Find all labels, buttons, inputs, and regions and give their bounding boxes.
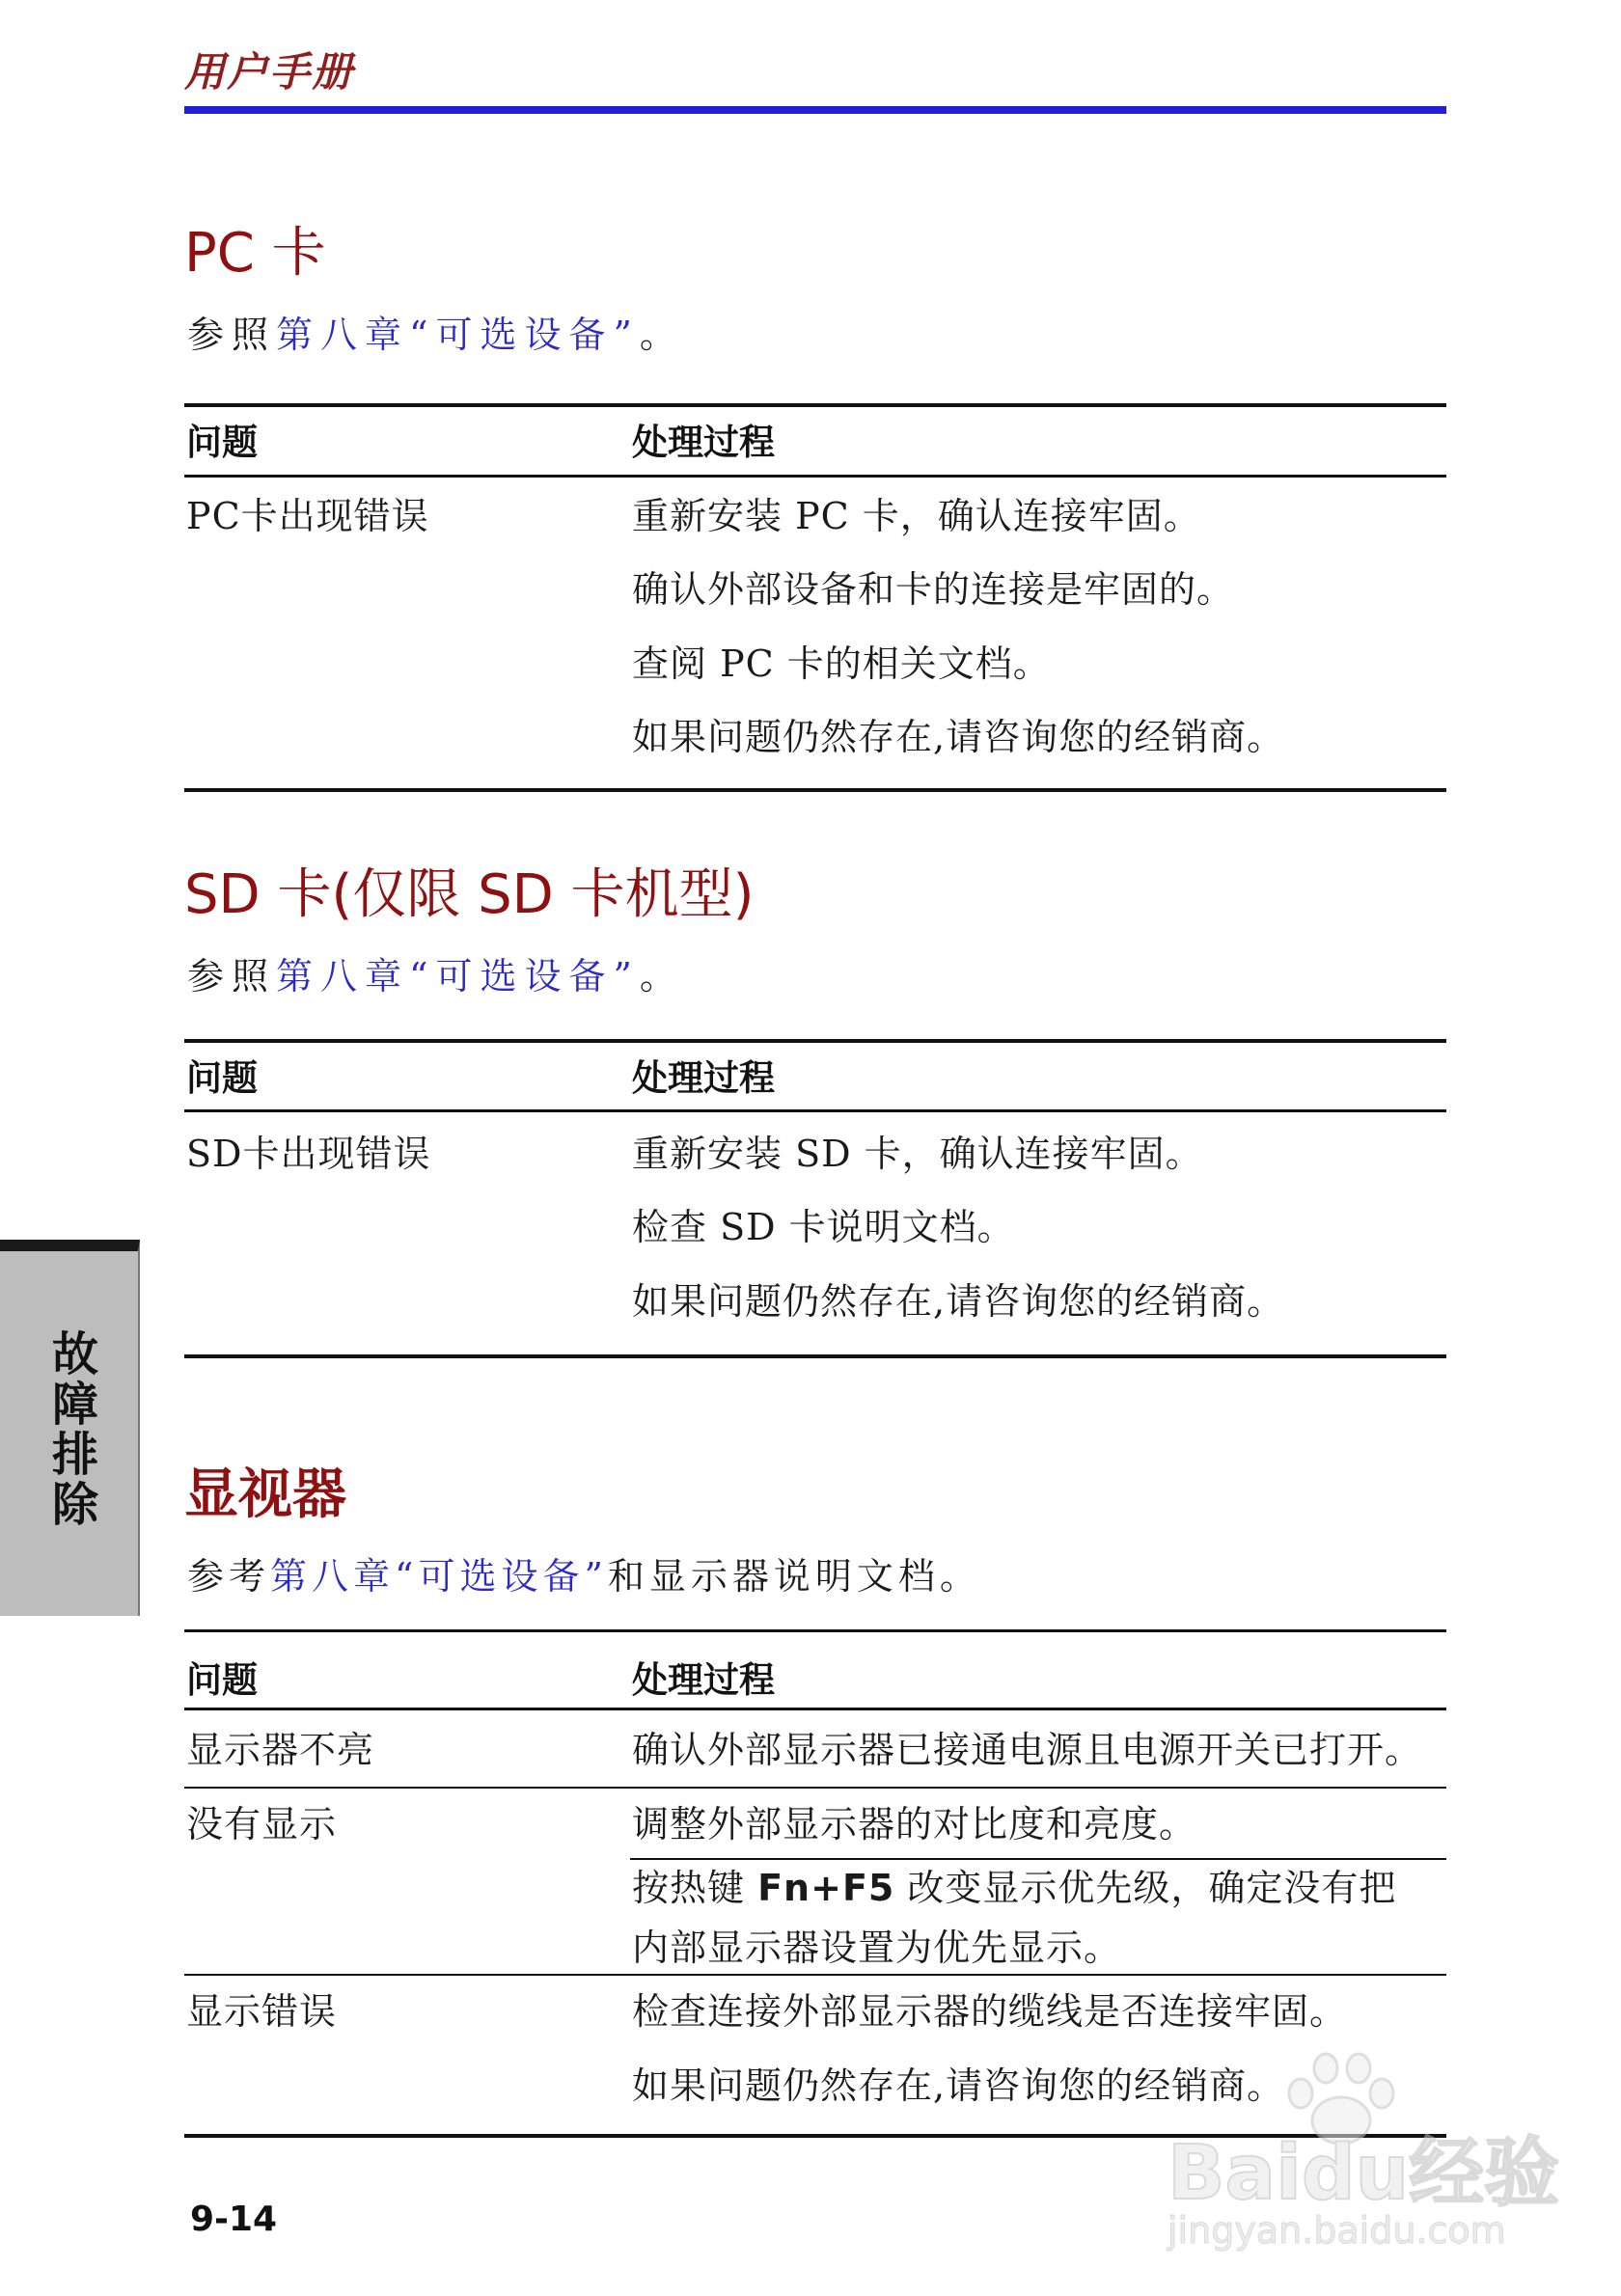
hotkey-text-after: 改变显示优先级，确定没有把内部显示器设置为优先显示。: [632, 1867, 1397, 1969]
table-cell-problem: PC卡出现错误: [186, 495, 429, 537]
table-top-rule: [184, 1629, 1446, 1632]
table-cell-problem: SD卡出现错误: [186, 1133, 431, 1175]
table-cell-procedure-hotkey: [632, 1858, 1423, 1978]
table-cell-problem: 没有显示: [186, 1803, 338, 1845]
table-header-rule: [184, 475, 1446, 478]
chapter-side-tab-label: 故障排除: [51, 1327, 98, 1532]
table-cell-procedure: 如果问题仍然存在,请咨询您的经销商。: [632, 1280, 1285, 1323]
table-cell-procedure: 查阅 PC 卡的相关文档。: [632, 642, 1051, 685]
table-cell-problem: 显示错误: [186, 1990, 338, 2033]
column-header-problem: 问题: [186, 1057, 258, 1099]
table-bottom-rule: [184, 788, 1446, 792]
watermark-logo-text: Baidu经验: [1168, 2130, 1560, 2217]
reference-prefix: 参考: [187, 1555, 271, 1598]
section-title-sd-card: SD 卡(仅限 SD 卡机型): [184, 863, 755, 926]
column-header-procedure: 处理过程: [632, 422, 775, 463]
table-top-rule: [184, 403, 1446, 407]
table-bottom-rule: [184, 1354, 1446, 1358]
page-number: 9-14: [190, 2200, 278, 2239]
section-title-pc-card: PC 卡: [184, 222, 326, 285]
chapter-link[interactable]: 第八章“可选设备”: [270, 1555, 608, 1598]
reference-prefix: 参照: [187, 955, 277, 998]
chapter-link[interactable]: 第八章“可选设备”: [276, 955, 640, 998]
table-cell-procedure: 确认外部设备和卡的连接是牢固的。: [632, 568, 1235, 611]
header-rule: [184, 106, 1446, 114]
table-header-rule: [184, 1109, 1446, 1112]
hotkey-fn-f5: Fn+F5: [757, 1867, 895, 1909]
column-header-problem: 问题: [186, 1659, 258, 1701]
table-cell-problem: 显示器不亮: [186, 1729, 375, 1771]
table-cell-procedure: 调整外部显示器的对比度和亮度。: [632, 1803, 1197, 1845]
section-reference-display: [187, 1546, 981, 1599]
baidu-watermark: [1148, 2055, 1560, 2267]
reference-suffix: 和显示器说明文档。: [607, 1555, 981, 1598]
table-row-rule: [184, 1974, 1446, 1976]
table-row-rule: [184, 1787, 1446, 1789]
table-cell-procedure: 如果问题仍然存在,请咨询您的经销商。: [632, 716, 1285, 758]
reference-prefix: 参照: [187, 314, 277, 356]
table-top-rule: [184, 1039, 1446, 1043]
table-cell-procedure: 如果问题仍然存在,请咨询您的经销商。: [632, 2064, 1285, 2107]
running-header: 用户手册: [184, 48, 355, 96]
table-cell-procedure: 检查连接外部显示器的缆线是否连接牢固。: [632, 1990, 1348, 2033]
chapter-link[interactable]: 第八章“可选设备”: [276, 314, 640, 356]
hotkey-text-before: 按热键: [632, 1867, 758, 1909]
column-header-problem: 问题: [186, 422, 258, 463]
watermark-url-text: jingyan.baidu.com: [1168, 2209, 1506, 2252]
column-header-procedure: 处理过程: [632, 1057, 775, 1099]
reference-suffix: 。: [639, 314, 684, 356]
section-reference-sd-card: [187, 946, 684, 999]
table-cell-procedure: 重新安装 SD 卡，确认连接牢固。: [632, 1133, 1203, 1175]
table-cell-procedure: 确认外部显示器已接通电源且电源开关已打开。: [632, 1729, 1423, 1771]
table-cell-procedure: 检查 SD 卡说明文档。: [632, 1206, 1015, 1248]
table-header-rule: [184, 1708, 1446, 1710]
column-header-procedure: 处理过程: [632, 1659, 775, 1701]
table-cell-procedure: 重新安装 PC 卡，确认连接牢固。: [632, 495, 1201, 537]
reference-suffix: 。: [639, 955, 684, 998]
section-reference-pc-card: [187, 305, 684, 358]
section-title-display: 显视器: [184, 1463, 346, 1526]
